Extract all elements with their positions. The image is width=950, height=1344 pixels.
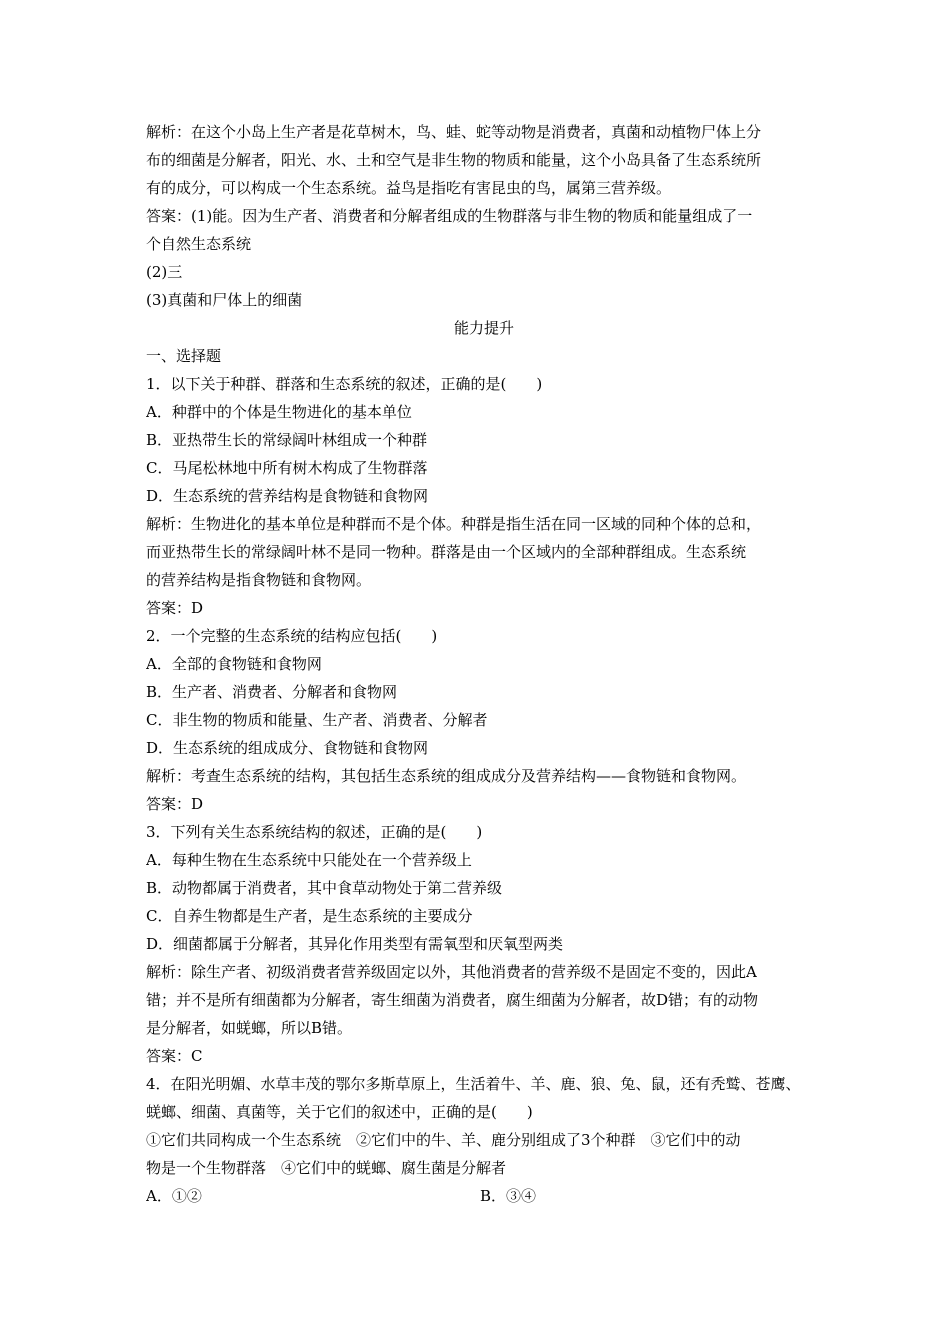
- question-option: B．动物都属于消费者，其中食草动物处于第二营养级: [146, 879, 503, 897]
- intro-answer-line: 答案：(1)能。因为生产者、消费者和分解者组成的生物群落与非生物的物质和能量组成了一: [146, 207, 753, 225]
- question-stem: 1．以下关于种群、群落和生态系统的叙述，正确的是( ): [146, 375, 543, 393]
- question-option: D．生态系统的营养结构是食物链和食物网: [146, 487, 429, 505]
- question-analysis-line: 解析：除生产者、初级消费者营养级固定以外，其他消费者的营养级不是固定不变的，因此A: [146, 963, 757, 981]
- question-analysis-line: 解析：考查生态系统的结构，其包括生态系统的组成成分及营养结构——食物链和食物网。: [146, 767, 747, 785]
- intro-analysis-line: 布的细菌是分解者，阳光、水、土和空气是非生物的物质和能量，这个小岛具备了生态系统所: [146, 151, 762, 169]
- question-stem: 3．下列有关生态系统结构的叙述，正确的是( ): [146, 823, 483, 841]
- question-answer: 答案：D: [146, 599, 204, 617]
- question-option: A．全部的食物链和食物网: [146, 655, 322, 673]
- intro-answer-line: (3)真菌和尸体上的细菌: [146, 291, 303, 309]
- question-option: C．马尾松林地中所有树木构成了生物群落: [146, 459, 428, 477]
- intro-answer-line: 个自然生态系统: [146, 235, 252, 253]
- section-title: 能力提升: [453, 319, 514, 337]
- intro-analysis-line: 有的成分，可以构成一个生态系统。益鸟是指吃有害昆虫的鸟，属第三营养级。: [146, 179, 672, 197]
- question-option: A．①②: [146, 1187, 202, 1205]
- question-option: B．生产者、消费者、分解者和食物网: [146, 683, 398, 701]
- subsection-title: 一、选择题: [146, 347, 222, 365]
- question-stem: 2．一个完整的生态系统的结构应包括( ): [146, 627, 438, 645]
- question-option: A．每种生物在生态系统中只能处在一个营养级上: [146, 851, 472, 869]
- question-option: B．③④: [480, 1187, 537, 1205]
- question-analysis-line: 的营养结构是指食物链和食物网。: [146, 571, 372, 589]
- question-analysis-line: 是分解者，如蜣螂，所以B错。: [146, 1019, 353, 1037]
- question-analysis-line: 错；并不是所有细菌都为分解者，寄生细菌为消费者，腐生细菌为分解者，故D错；有的动物: [146, 991, 759, 1009]
- question-option: C．非生物的物质和能量、生产者、消费者、分解者: [146, 711, 488, 729]
- question-stem: 蜣螂、细菌、真菌等，关于它们的叙述中，正确的是( ): [146, 1103, 533, 1121]
- question-answer: 答案：D: [146, 795, 204, 813]
- question-statement: ①它们共同构成一个生态系统 ②它们中的牛、羊、鹿分别组成了3个种群 ③它们中的动: [146, 1131, 741, 1149]
- question-analysis-line: 而亚热带生长的常绿阔叶林不是同一物种。群落是由一个区域内的全部种群组成。生态系统: [146, 543, 747, 561]
- question-option: C．自养生物都是生产者，是生态系统的主要成分: [146, 907, 473, 925]
- intro-analysis-line: 解析：在这个小岛上生产者是花草树木，鸟、蛙、蛇等动物是消费者，真菌和动植物尸体上分: [146, 123, 762, 141]
- question-option: D．生态系统的组成成分、食物链和食物网: [146, 739, 429, 757]
- question-answer: 答案：C: [146, 1047, 203, 1065]
- document-page: [146, 118, 822, 1210]
- question-stem: 4．在阳光明媚、水草丰茂的鄂尔多斯草原上，生活着牛、羊、鹿、狼、兔、鼠，还有秃鹫、苍鹰、: [146, 1075, 801, 1093]
- question-statement: 物是一个生物群落 ④它们中的蜣螂、腐生菌是分解者: [146, 1159, 507, 1177]
- question-option: D．细菌都属于分解者，其异化作用类型有需氧型和厌氧型两类: [146, 935, 564, 953]
- intro-answer-line: (2)三: [146, 263, 183, 281]
- question-option: B．亚热带生长的常绿阔叶林组成一个种群: [146, 431, 428, 449]
- question-options-row: [146, 1182, 822, 1210]
- question-option: A．种群中的个体是生物进化的基本单位: [146, 403, 412, 421]
- question-analysis-line: 解析：生物进化的基本单位是种群而不是个体。种群是指生活在同一区域的同种个体的总和，: [146, 515, 762, 533]
